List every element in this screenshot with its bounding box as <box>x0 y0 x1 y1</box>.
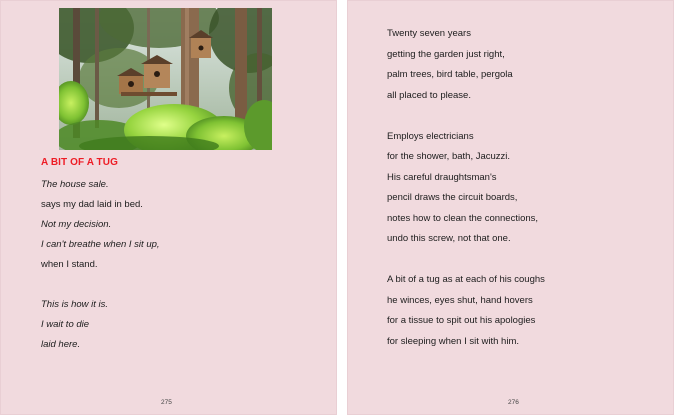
poem-line: he winces, eyes shut, hand hovers <box>387 294 533 306</box>
page-gutter <box>337 0 347 415</box>
stanza-break <box>387 253 545 274</box>
poem-line: Twenty seven years <box>387 28 471 39</box>
left-poem-lines <box>41 178 160 358</box>
stanza-break <box>41 278 160 298</box>
poem-line: for sleeping when I sit with him. <box>387 335 520 347</box>
poem-line: undo this screw, not that one. <box>387 233 511 244</box>
poem-line: notes how to clean the connections, <box>387 212 539 224</box>
birdhouse-photo <box>59 8 272 150</box>
poem-line: when I stand. <box>41 259 98 270</box>
poem-line: palm trees, bird table, pergola <box>387 69 513 80</box>
poem-line: This is how it is. <box>41 299 109 310</box>
poem-line: laid here. <box>41 339 81 350</box>
forest-birdhouse-image <box>59 8 272 150</box>
poem-line: pencil draws the circuit boards, <box>387 192 518 203</box>
poem-line: A bit of a tug as at each of his coughs <box>387 274 545 285</box>
poem-line: I wait to die <box>41 319 90 330</box>
page-number: 276 <box>508 399 519 406</box>
page-number: 275 <box>161 399 172 406</box>
right-poem-lines <box>387 27 545 355</box>
poem-title: A BIT OF A TUG <box>41 157 118 168</box>
poem-line: The house sale. <box>41 179 109 190</box>
poem-line: for the shower, bath, Jacuzzi. <box>387 151 511 162</box>
poem-line: Not my decision. <box>41 219 112 230</box>
poem-line: His careful draughtsman's <box>387 171 497 183</box>
poem-line: for a tissue to spit out his apologies <box>387 315 536 326</box>
poem-line: I can't breathe when I sit up, <box>41 239 160 250</box>
poem-line: getting the garden just right, <box>387 48 505 60</box>
poem-line: all placed to please. <box>387 89 471 101</box>
poem-line: says my dad laid in bed. <box>41 199 143 210</box>
poem-line: Employs electricians <box>387 130 474 142</box>
stanza-break <box>387 109 545 130</box>
right-page <box>347 0 674 415</box>
